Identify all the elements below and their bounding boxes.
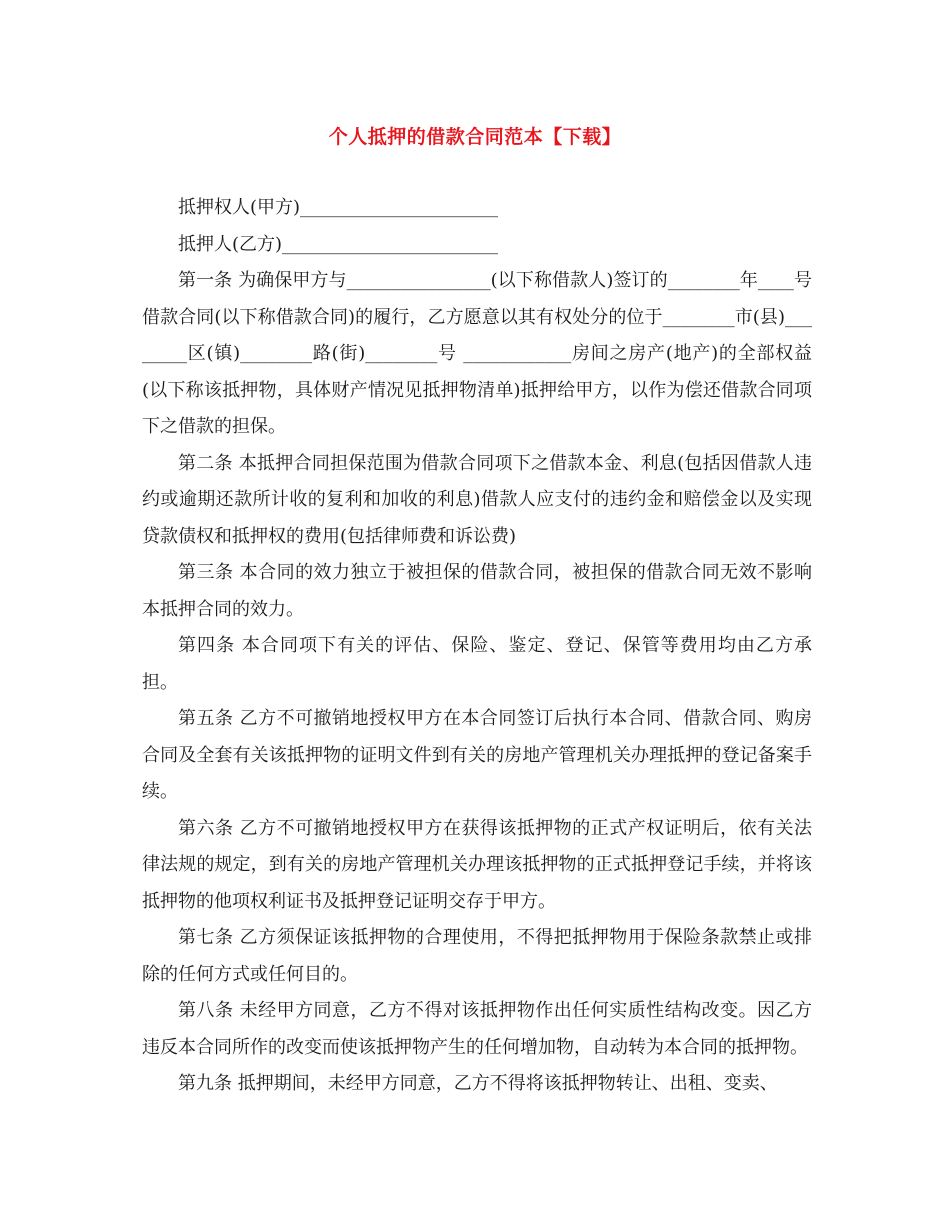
- article-1: 第一条 为确保甲方与________________(以下称借款人)签订的________年____号借款合同(以下称借款合同)的履行，乙方愿意以其有权处分的位于________市(县)________区(镇)________路(街)________号 ____________房间之房产(地产)的全部权益(以下称该抵押物，具体财产情况见抵押物清单)抵押给甲方，以作为偿还借款合同项下之借款的担保。: [142, 270, 812, 437]
- article-7: 第七条 乙方须保证该抵押物的合理使用，不得把抵押物用于保险条款禁止或排除的任何方式或任何目的。: [142, 927, 812, 985]
- article-9: 第九条 抵押期间，未经甲方同意，乙方不得将该抵押物转让、出租、变卖、: [178, 1073, 778, 1094]
- article-8: 第八条 未经甲方同意，乙方不得对该抵押物作出任何实质性结构改变。因乙方违反本合同所作的改变而使该抵押物产生的任何增加物，自动转为本合同的抵押物。: [142, 1000, 812, 1058]
- party-a-line: 抵押权人(甲方)______________________: [178, 197, 499, 218]
- article-5: 第五条 乙方不可撤销地授权甲方在本合同签订后执行本合同、借款合同、购房合同及全套有关该抵押物的证明文件到有关的房地产管理机关办理抵押的登记备案手续。: [142, 708, 812, 802]
- document-body: [142, 190, 812, 1103]
- article-4: 第四条 本合同项下有关的评估、保险、鉴定、登记、保管等费用均由乙方承担。: [142, 635, 812, 693]
- article-3: 第三条 本合同的效力独立于被担保的借款合同，被担保的借款合同无效不影响本抵押合同的效力。: [142, 562, 812, 620]
- party-b-line: 抵押人(乙方)________________________: [178, 233, 499, 255]
- article-2: 第二条 本抵押合同担保范围为借款合同项下之借款本金、利息(包括因借款人违约或逾期还款所计收的复利和加收的利息)借款人应支付的违约金和赔偿金以及实现贷款债权和抵押权的费用(包括律师费和诉讼费): [142, 452, 812, 547]
- article-6: 第六条 乙方不可撤销地授权甲方在获得该抵押物的正式产权证明后，依有关法律法规的规定，到有关的房地产管理机关办理该抵押物的正式抵押登记手续，并将该抵押物的他项权利证书及抵押登记证明交存于甲方。: [142, 817, 812, 912]
- document-title: 个人抵押的借款合同范本【下载】: [328, 126, 622, 148]
